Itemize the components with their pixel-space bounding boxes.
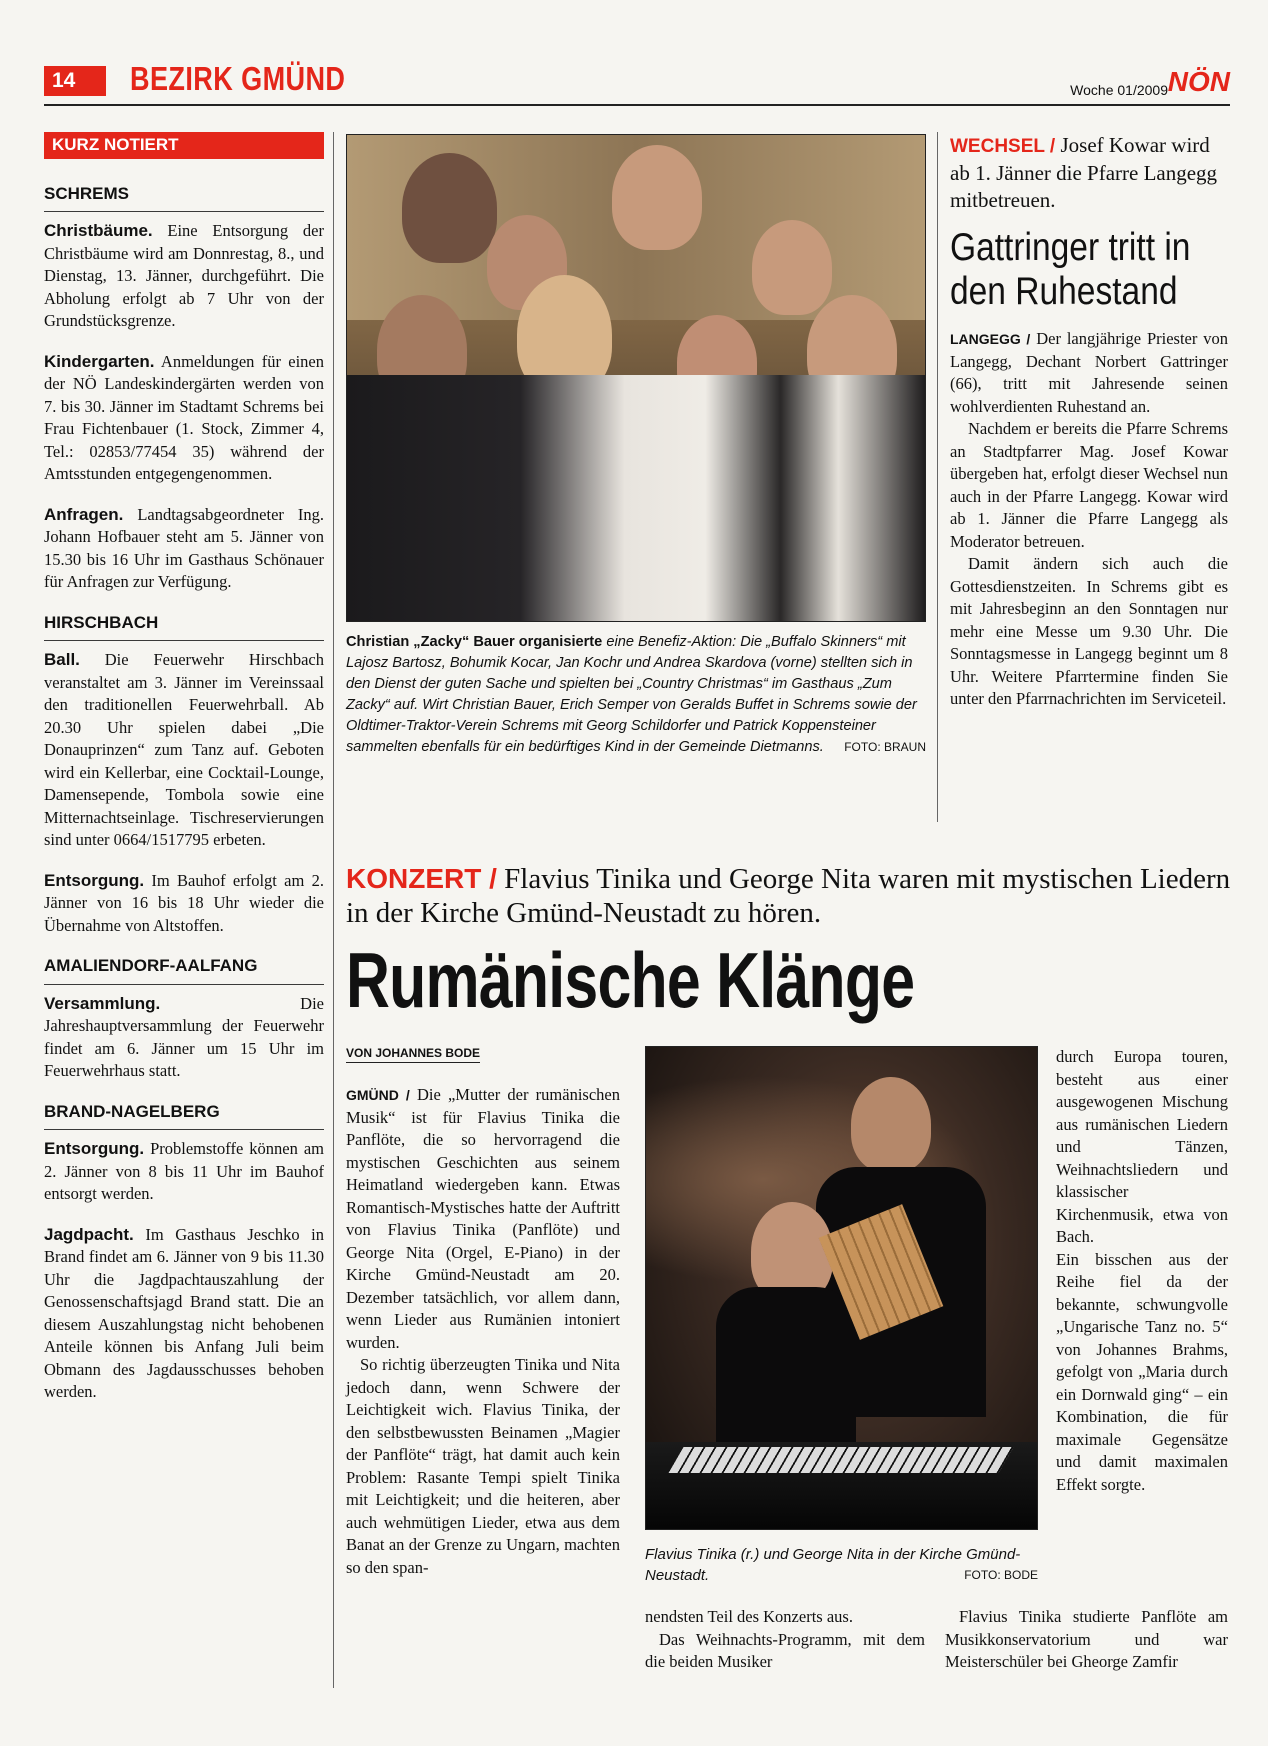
article-paragraph: Flavius Tinika studierte Panflöte am Musikkonservatorium und war Meisterschüler bei Gheorge Zamfir (945, 1607, 1228, 1671)
page-header (44, 62, 1230, 104)
sidebar-item-text: Eine Entsorgung der Christbäume wird am Donnrestag, 8., und Dienstag, 13. Jänner, durchgeführt. Die Abholung erfolgt ab 7 Uhr von der Grundstücksgrenze. (44, 221, 324, 330)
photo-credit: FOTO: BODE (964, 1568, 1038, 1582)
article-lede (950, 132, 1228, 214)
article-dateline: LANGEGG / (950, 331, 1031, 347)
sidebar-item (44, 649, 324, 852)
sidebar-item-title: Kindergarten. (44, 351, 155, 371)
article-paragraph (346, 1084, 620, 1354)
page-number: 14 (44, 66, 106, 96)
sidebar-item (44, 504, 324, 594)
sidebar-item-title: Entsorgung. (44, 1139, 145, 1158)
paragraph-text: Der langjährige Priester von Langegg, Dechant Norbert Gattringer (66), tritt mit Jahresende seinen wohlverdienten Ruhestand an. (950, 329, 1228, 416)
article-paragraph (950, 328, 1228, 418)
concert-column-3 (1056, 1046, 1228, 1496)
sidebar-location-heading: BRAND-NAGELBERG (44, 1101, 324, 1131)
sidebar-item (44, 351, 324, 486)
issue-label: Woche 01/2009 (1070, 82, 1168, 98)
lede-text: Josef Kowar wird ab 1. Jänner die Pfarre Langegg mitbetreuen. (950, 133, 1218, 212)
concert-lede-text: Flavius Tinika und George Nita waren mit mystischen Liedern in der Kirche Gmünd-Neustadt zu hören. (346, 863, 1231, 929)
photo-person (752, 220, 832, 315)
article-paragraph: Nachdem er bereits die Pfarre Schrems an Stadtpfarrer Mag. Josef Kowar übergeben hat, erfolgt dieser Wechsel nun auch in der Pfarre Langegg. Kowar wird ab 1. Jänner die Pfarre Langegg als Moderator betreuen. (950, 419, 1228, 551)
kurz-notiert-label: KURZ NOTIERT (44, 132, 324, 159)
section-title: BEZIRK GMÜND (130, 60, 346, 97)
musicians-photo (645, 1046, 1038, 1530)
photo-person (402, 153, 497, 263)
article-paragraph: nendsten Teil des Konzerts aus. (645, 1607, 853, 1626)
concert-column-3-end (945, 1606, 1228, 1674)
photo-clothing (716, 1287, 856, 1447)
sidebar-item (44, 993, 324, 1083)
header-rule (44, 104, 1230, 106)
buffalo-skinners-photo (346, 134, 926, 622)
sidebar-item (44, 1224, 324, 1404)
sidebar-item-title: Entsorgung. (44, 870, 145, 890)
sidebar-item-title: Christbäume. (44, 221, 153, 240)
article-paragraph: Damit ändern sich auch die Gottesdienstzeiten. In Schrems gibt es mit Jahresbeginn an den Sonntagen nur mehr eine Messe um 9.30 Uhr. Die Sonntagsmesse in Langegg beginnt um 8 Uhr. Weitere Pfarrtermine finden Sie unter den Pfarrnachrichten im Serviceteil. (950, 554, 1228, 708)
concert-lede (346, 862, 1232, 930)
concert-column-2 (645, 1606, 925, 1674)
sidebar-item-title: Jagdpacht. (44, 1224, 134, 1244)
sidebar-location-heading: AMALIENDORF-AALFANG (44, 955, 324, 985)
article-kicker: WECHSEL / (950, 136, 1056, 157)
sidebar-item (44, 1138, 324, 1206)
brand-logo: NÖN (1167, 66, 1230, 97)
article-paragraph: So richtig überzeugten Tinika und Nita jedoch dann, wenn Schwere der Leichtigkeit wich. Flavius Tinika, der den selbstbewussten Beinamen „Magier der Panflöte“ trägt, hat damit auch kein Problem: Rasante Tempi spielt Tinika mit Leichtigkeit; und die heiteren, aber auch wehmütigen Lieder, etwa aus dem Banat an der Grenze zu Ungarn, machten so den span- (346, 1355, 620, 1577)
musicians-photo-caption (645, 1544, 1038, 1586)
photo-person (612, 145, 702, 250)
sidebar-item-text: Anmeldungen für einen der NÖ Landeskindergärten werden von 7. bis 30. Jänner im Stadtamt Schrems bei Frau Fichtenbauer (1. Stock, Zimmer 4, Tel.: 02853/77454 35) während der Amtsstunden entgegengenommen. (44, 351, 324, 483)
article-body (950, 328, 1228, 711)
paragraph-text: Die „Mutter der rumänischen Musik“ ist für Flavius Tinika die Panflöte, die so hervorragend die mystischen Geschichten aus seinem Heimatland wiedergeben kann. Etwas Romantisch-Mystisches hatte der Auftritt von Flavius Tinika (Panflöte) und George Nita (Orgel, E-Piano) in der Kirche Gmünd-Neustadt am 20. Dezember tatsächlich, vor allem dann, wenn Lieder aus Rumänien intoniert wurden. (346, 1085, 620, 1352)
sidebar-item-text: Landtagsabgeordneter Ing. Johann Hofbauer steht am 5. Jänner von 15.30 bis 16 Uhr im Gasthaus Schönauer für Anfragen zur Verfügung. (44, 504, 324, 591)
article-headline: Gattringer tritt in den Ruhestand (950, 226, 1191, 313)
concert-kicker: KONZERT / (346, 863, 497, 894)
sidebar-item (44, 870, 324, 938)
sidebar-item-title: Anfragen. (44, 504, 124, 524)
caption-text: eine Benefiz-Aktion: Die „Buffalo Skinners“ mit Lajosz Bartosz, Bohumik Kocar, Jan Kochr und Andrea Skardova (vorne) stellten sich in den Dienst der guten Sache und spielten bei „Country Christmas“ im Gasthaus „Zum Zacky“ auf. Wirt Christian Bauer, Erich Semper von Geralds Buffet in Schrems sowie der Oldtimer-Traktor-Verein Schrems mit Georg Schildorfer und Patrick Koppensteiner sammelten ebenfalls für ein bedürftiges Kind in der Gemeinde Dietmanns. (346, 634, 917, 755)
piano-keys (668, 1447, 1013, 1473)
photo-credit: FOTO: BRAUN (844, 740, 926, 754)
photo-person (851, 1077, 931, 1172)
photo-clothing (347, 375, 925, 622)
concert-headline: Rumänische Klänge (346, 936, 915, 1024)
sidebar-item-text: Problemstoffe können am 2. Jänner von 8 bis 11 Uhr im Bauhof entsorgt werden. (44, 1139, 324, 1203)
column-divider (937, 132, 938, 822)
sidebar-groups (44, 183, 324, 1404)
sidebar-item (44, 220, 324, 333)
sidebar-location-heading: HIRSCHBACH (44, 612, 324, 642)
sidebar-item-title: Ball. (44, 650, 80, 669)
kurz-notiert-sidebar (44, 132, 324, 1422)
concert-dateline: GMÜND / (346, 1087, 410, 1103)
caption-text: Flavius Tinika (r.) und George Nita in der Kirche Gmünd-Neustadt. (645, 1546, 1021, 1584)
sidebar-item-text: Im Bauhof erfolgt am 2. Jänner von 16 bis 18 Uhr wieder die Übernahme von Altstoffen. (44, 870, 324, 935)
top-photo-caption (346, 632, 926, 758)
column-divider (333, 132, 334, 1688)
article-paragraph: Das Weihnachts-Programm, mit dem die beiden Musiker (645, 1629, 925, 1671)
caption-lead: Christian „Zacky“ Bauer organisierte (346, 634, 603, 650)
gattringer-article (950, 132, 1228, 711)
sidebar-location-heading: SCHREMS (44, 183, 324, 213)
sidebar-item-title: Versammlung. (44, 993, 161, 1013)
article-paragraph: Ein bisschen aus der Reihe fiel da der bekannte, schwungvolle „Ungarische Tanz no. 5“ von Johannes Brahms, gefolgt von „Maria durch ein Dornwald ging“ – ein Kombination, die für maximale Gegensätze und damit maximalen Effekt sorgte. (1056, 1249, 1228, 1494)
concert-column-1 (346, 1084, 620, 1579)
article-paragraph: durch Europa touren, besteht aus einer ausgewogenen Mischung aus rumänischen Liedern und Tänzen, Weihnachtsliedern und klassischer Kirchenmusik, etwa von Bach. (1056, 1047, 1228, 1246)
sidebar-item-text: Im Gasthaus Jeschko in Brand findet am 6. Jänner von 9 bis 11.30 Uhr die Jagdpachtauszahlung der Genossenschaftsjagd Brand statt. Die an diesem Auszahlungstag nicht behobenen Anteile können bis Anfang Juli beim Obmann des Jagdausschusses behoben werden. (44, 1224, 324, 1401)
sidebar-item-text: Die Feuerwehr Hirschbach veranstaltet am 3. Jänner im Vereinssaal den traditionellen Feuerwehrball. Ab 20.30 Uhr spielen dabei „Die Donauprinzen“ zum Tanz auf. Geboten wird ein Kellerbar, eine Cocktail-Lounge, Damensepende, Tombola sowie eine Mitternachtseinlage. Tischreservierungen sind unter 0664/1517795 erbeten. (44, 650, 324, 849)
byline: VON JOHANNES BODE (346, 1046, 480, 1063)
sidebar-item-text: Die Jahreshauptversammlung der Feuerwehr findet am 6. Jänner um 15 Uhr im Feuerwehrhaus statt. (44, 993, 324, 1080)
